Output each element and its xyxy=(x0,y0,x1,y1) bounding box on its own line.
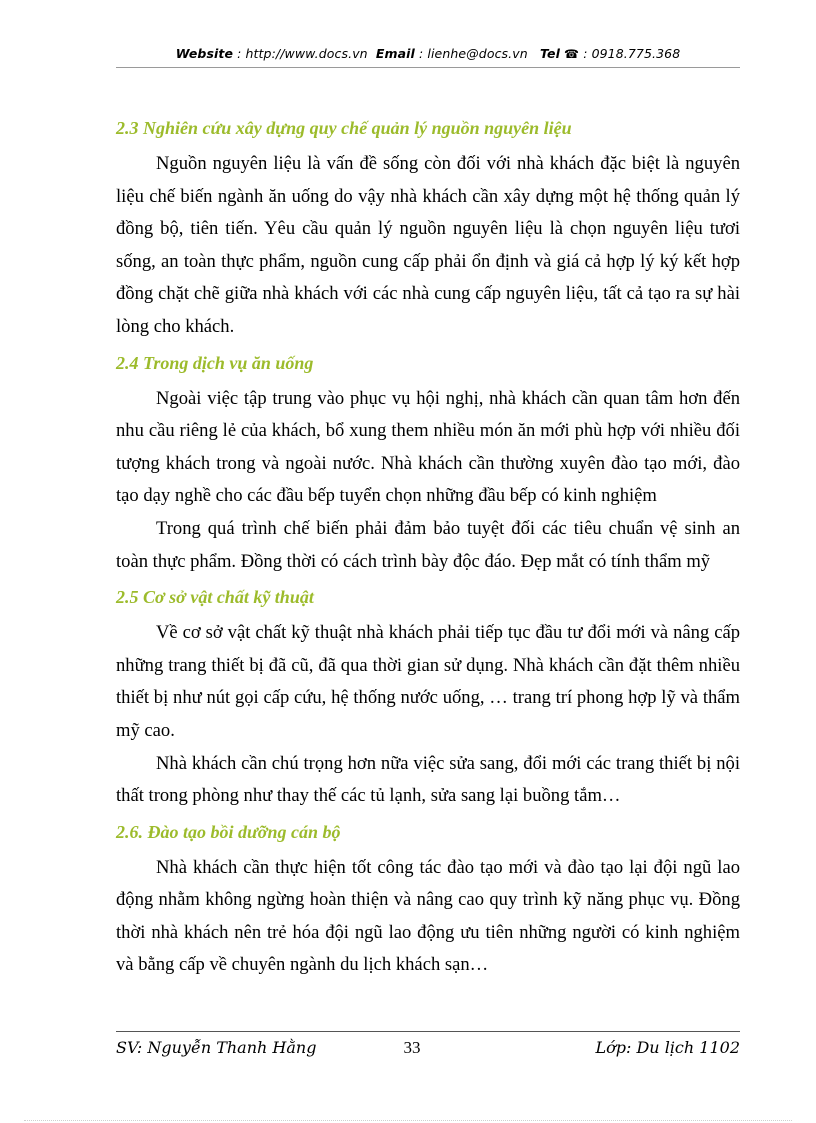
paragraph: Nhà khách cần chú trọng hơn nữa việc sửa sang, đổi mới các trang thiết bị nội thất trong phòng như thay thế các tủ lạnh, sửa sang lại buồng tắm… xyxy=(116,752,740,807)
section-heading: 2.6. Đào tạo bồi dưỡng cán bộ xyxy=(116,821,341,842)
website-label: Website xyxy=(175,46,234,61)
website-url: : http://www.docs.vn xyxy=(237,46,368,61)
tel-label: Tel xyxy=(539,46,560,61)
page-number: 33 xyxy=(403,1038,421,1057)
page-boundary xyxy=(24,1120,792,1121)
page-header xyxy=(116,46,740,61)
section-heading: 2.3 Nghiên cứu xây dựng quy chế quản lý nguồn nguyên liệu xyxy=(116,118,572,138)
section-2-5 xyxy=(116,581,740,813)
email-label: Email xyxy=(375,46,415,61)
document-body xyxy=(116,112,740,985)
class-name: Lớp: Du lịch 1102 xyxy=(595,1038,740,1057)
section-heading: 2.5 Cơ sở vật chất kỹ thuật xyxy=(116,587,314,608)
paragraph: Ngoài việc tập trung vào phục vụ hội nghị, nhà khách cần quan tâm hơn đến nhu cầu riêng lẻ của khách, bổ xung them nhiều món ăn mới phù hợp với nhiều đối tượng khách trong và ngoài nước. Nhà khách cần thường xuyên đào tạo mới, đào tạo dạy nghề cho các đầu bếp tuyển chọn những đầu bếp có kinh nghiệm xyxy=(116,387,740,507)
page-footer xyxy=(116,1038,740,1062)
paragraph: Nhà khách cần thực hiện tốt công tác đào tạo mới và đào tạo lại đội ngũ lao động nhằm không ngừng hoàn thiện và nâng cao quy trình kỹ năng phục vụ. Đồng thời nhà khách nên trẻ hóa đội ngũ lao động ưu tiên những người có kinh nghiệm và bằng cấp về chuyên ngành du lịch khách sạn… xyxy=(116,856,740,976)
header-divider xyxy=(116,67,740,68)
section-2-3 xyxy=(116,112,740,344)
email-address: : lienhe@docs.vn xyxy=(419,46,528,61)
student-name: SV: Nguyễn Thanh Hằng xyxy=(116,1038,317,1057)
paragraph: Trong quá trình chế biến phải đảm bảo tuyệt đối các tiêu chuẩn vệ sinh an toàn thực phẩm. Đồng thời có cách trình bày độc đáo. Đẹp mắt có tính thẩm mỹ xyxy=(116,517,740,572)
tel-number: : 0918.775.368 xyxy=(583,46,681,61)
paragraph: Nguồn nguyên liệu là vấn đề sống còn đối với nhà khách đặc biệt là nguyên liệu chế biến ngành ăn uống do vậy nhà khách cần xây dựng một hệ thống quản lý đồng bộ, tiên tiến. Yêu cầu quản lý nguồn nguyên liệu là chọn nguyên liệu tươi sống, an toàn thực phẩm, nguồn cung cấp phải ổn định và giá cả hợp lý ký kết hợp đồng chặt chẽ giữa nhà khách với các nhà cung cấp nguyên liệu, tất cả tạo ra sự hài lòng cho khách. xyxy=(116,153,740,337)
phone-icon: ☎ xyxy=(564,47,580,61)
section-heading: 2.4 Trong dịch vụ ăn uống xyxy=(116,352,314,373)
paragraph: Về cơ sở vật chất kỹ thuật nhà khách phải tiếp tục đầu tư đổi mới và nâng cấp những trang thiết bị đã cũ, đã qua thời gian sử dụng. Nhà khách cần đặt thêm nhiều thiết bị như nút gọi cấp cứu, hệ thống nước uống, … trang trí phong hợp lỹ và thẩm mỹ cao. xyxy=(116,622,740,741)
footer-divider xyxy=(116,1031,740,1032)
section-2-6 xyxy=(116,816,740,982)
section-2-4 xyxy=(116,347,740,579)
